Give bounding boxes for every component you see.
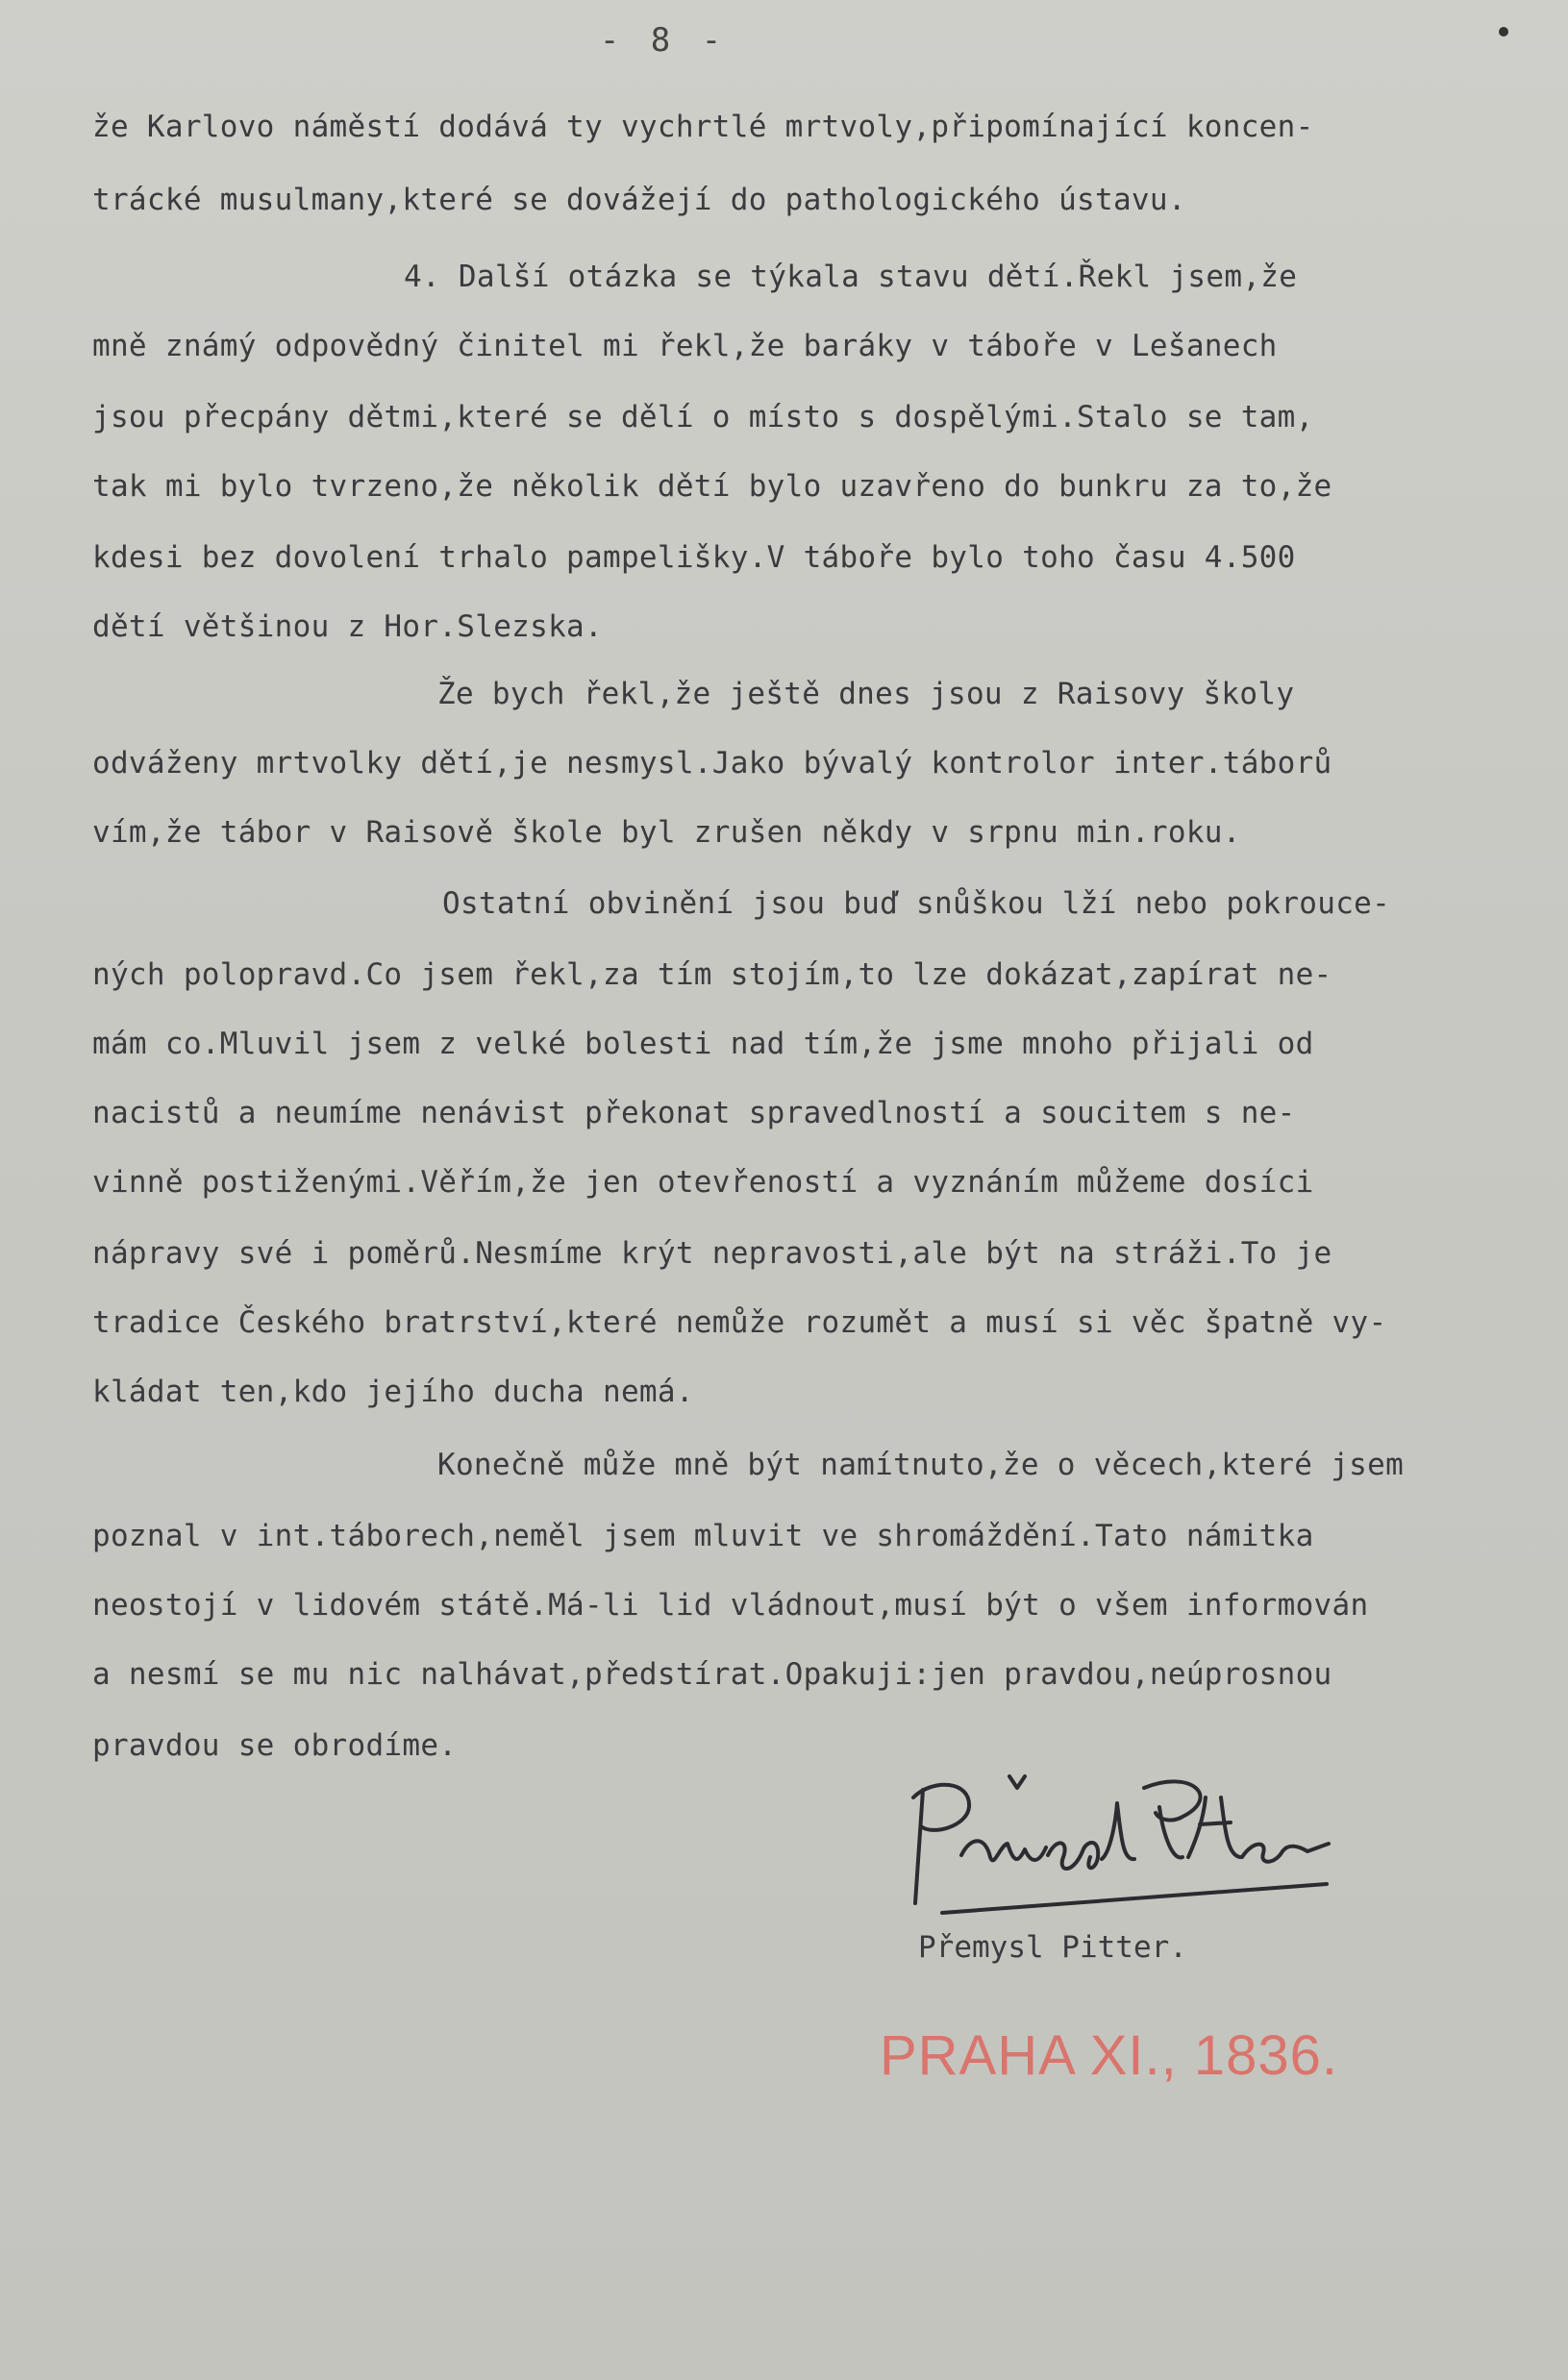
signer-name: Přemysl Pitter.: [918, 1930, 1187, 1965]
text-line: a nesmí se mu nic nalhávat,předstírat.Opakuji:jen pravdou,neúprosnou: [92, 1657, 1332, 1692]
text-line: nápravy své i poměrů.Nesmíme krýt nepravosti,ale být na stráži.To je: [92, 1236, 1332, 1271]
text-line: ných polopravd.Co jsem řekl,za tím stojím,to lze dokázat,zapírat ne-: [92, 957, 1332, 992]
text-line: odváženy mrtvolky dětí,je nesmysl.Jako bývalý kontrolor inter.táborů: [92, 746, 1332, 781]
text-line: 4. Další otázka se týkala stavu dětí.Řekl jsem,že: [404, 260, 1298, 294]
text-line: poznal v int.táborech,neměl jsem mluvit ve shromáždění.Tato námitka: [92, 1519, 1314, 1553]
text-line: kdesi bez dovolení trhalo pampelišky.V táboře bylo toho času 4.500: [92, 540, 1296, 575]
text-line: neostojí v lidovém státě.Má-li lid vládnout,musí být o všem informován: [92, 1588, 1369, 1623]
text-line: vím,že tábor v Raisově škole byl zrušen někdy v srpnu min.roku.: [92, 815, 1241, 850]
handwritten-signature: [894, 1769, 1346, 1922]
text-line: tradice Českého bratrství,které nemůže rozumět a musí si věc špatně vy-: [92, 1305, 1387, 1340]
text-line: Konečně může mně být namítnuto,že o věcech,které jsem: [437, 1448, 1405, 1482]
ink-dot: [1499, 27, 1508, 37]
text-line: Že bych řekl,že ještě dnes jsou z Raisovy školy: [437, 677, 1295, 711]
address-stamp: PRAHA XI., 1836.: [880, 2024, 1339, 2087]
text-line: mám co.Mluvil jsem z velké bolesti nad tím,že jsme mnoho přijali od: [92, 1027, 1314, 1061]
text-line: trácké musulmany,které se dovážejí do pathologického ústavu.: [92, 183, 1186, 217]
text-line: Ostatní obvinění jsou buď snůškou lží nebo pokrouce-: [442, 886, 1391, 921]
text-line: mně známý odpovědný činitel mi řekl,že baráky v táboře v Lešanech: [92, 329, 1278, 363]
text-line: že Karlovo náměstí dodává ty vychrtlé mrtvoly,připomínající koncen-: [92, 110, 1314, 144]
text-line: tak mi bylo tvrzeno,že několik dětí bylo uzavřeno do bunkru za to,že: [92, 469, 1332, 504]
text-line: jsou přecpány dětmi,které se dělí o místo s dospělými.Stalo se tam,: [92, 400, 1314, 434]
text-line: dětí většinou z Hor.Slezska.: [92, 609, 603, 644]
text-line: kládat ten,kdo jejího ducha nemá.: [92, 1375, 694, 1409]
text-line: vinně postiženými.Věřím,že jen otevřeností a vyznáním můžeme dosíci: [92, 1165, 1314, 1200]
text-line: nacistů a neumíme nenávist překonat spravedlností a soucitem s ne-: [92, 1096, 1296, 1130]
page-number: - 8 -: [599, 21, 728, 60]
text-line: pravdou se obrodíme.: [92, 1728, 458, 1763]
